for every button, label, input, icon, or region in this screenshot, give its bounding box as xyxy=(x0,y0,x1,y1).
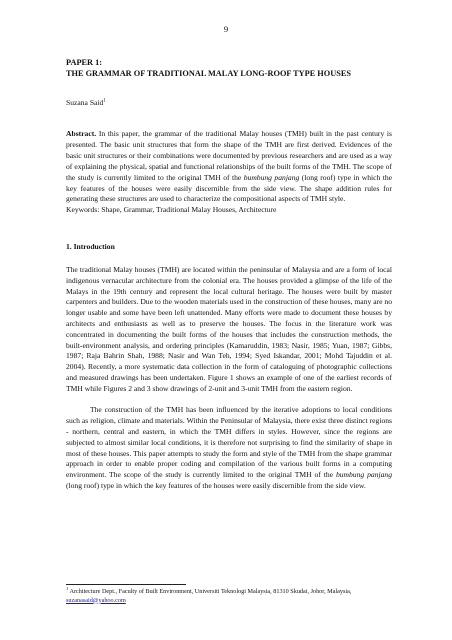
footnote xyxy=(66,585,392,605)
author-footnote-mark: 1 xyxy=(103,98,106,104)
section-heading: 1. Introduction xyxy=(66,242,115,251)
footnote-email-link[interactable]: suzanasaid@yahoo.com xyxy=(66,596,126,604)
abstract-label: Abstract. xyxy=(66,129,97,138)
title-line-1: PAPER 1: xyxy=(66,58,103,67)
abstract-text: In this paper, the grammar of the traditional Malay houses (TMH) built in the past century is presented. The basic unit structures that form the shape of the TMH are first derived. Evidences of the basic unit structures or their combinations were documented by previous researchers and are used as a way of explaining the physical, spatial and functional relationships of the built forms of the TMH. The scope of the study is currently limited to the original TMH of the xyxy=(66,129,392,182)
abstract-paragraph xyxy=(66,129,392,205)
intro-paragraph-2 xyxy=(66,405,392,491)
intro-paragraph-2-text-end: (long roof) type in which the key features of the houses were easily discernible from the side view. xyxy=(66,480,366,490)
title-line-2: THE GRAMMAR OF TRADITIONAL MALAY LONG-ROOF TYPE HOUSES xyxy=(66,69,351,78)
author-line xyxy=(66,98,392,108)
paper-title xyxy=(66,57,392,79)
intro-paragraph-2-term: bumbung panjang xyxy=(335,470,392,480)
author-name: Suzana Said xyxy=(66,98,104,107)
footnote-mark: 1 xyxy=(66,585,69,591)
introduction-body xyxy=(66,265,392,503)
footnote-text: Architecture Dept., Faculty of Built Environment, Universiti Teknologi Malaysia, 81310 Skudai, Johor, Malaysia, xyxy=(68,588,352,595)
keywords-line: Keywords: Shape, Grammar, Traditional Malay Houses, Architecture xyxy=(66,205,277,214)
intro-paragraph-1: The traditional Malay houses (TMH) are located within the peninsular of Malaysia and are a form of local indigenous vernacular architecture from the colonial era. The houses provided a glimpse of the life of the Malays in the 19th century and represent the local cultural heritage. The houses were built by master carpenters and builders. Due to the wooden materials used in the construction of these houses, many are no longer usable and some have been left unattended. Many efforts were made to document these houses by architects and enthusiasts as well as to preserve the houses. The focus in the literature work was concentrated in documenting the built forms of the houses that includes the construction methods, the built-environment analysis, and ordering principles (Kamaruddin, 1983; Nasir, 1985; Yuan, 1987; Gibbs, 1987; Raja Bahrin Shah, 1988; Nasir and Wan Teh, 1994; Syed Iskandar, 2001; Mohd Tajuddin et al. 2004). Recently, a more systematic data collection in the form of cataloguing of photographic collections and measured drawings has been undertaken. Figure 1 shows an example of one of the earliest records of TMH while Figures 2 and 3 show drawings of 2-unit and 3-unit TMH from the eastern region. xyxy=(66,265,392,393)
intro-paragraph-2-text: The construction of the TMH has been influenced by the iterative adoptions to local conditions such as religion, climate and materials. Within the Peninsular of Malaysia, there exist three distinct regions - northern, central and eastern, in which the TMH differs in styles. However, since the regions are subjected to almost similar local conditions, it is therefore not surprising to find the similarity of shape in most of these houses. This paper attempts to study the form and style of the TMH from the shape grammar approach in order to enable proper coding and compilation of the various built forms in a computing environment. The scope of the study is currently limited to the original TMH of the xyxy=(66,405,392,480)
abstract-text-2: (long roof) type in which the key features of the houses were easily discernible from the side view. The shape addition rules for generating these structures are used to characterize the compositional aspects of TMH style. xyxy=(66,172,392,204)
abstract-term: bumbung panjang xyxy=(243,172,300,182)
footnote-divider xyxy=(66,584,186,585)
page-number: 9 xyxy=(223,24,229,34)
